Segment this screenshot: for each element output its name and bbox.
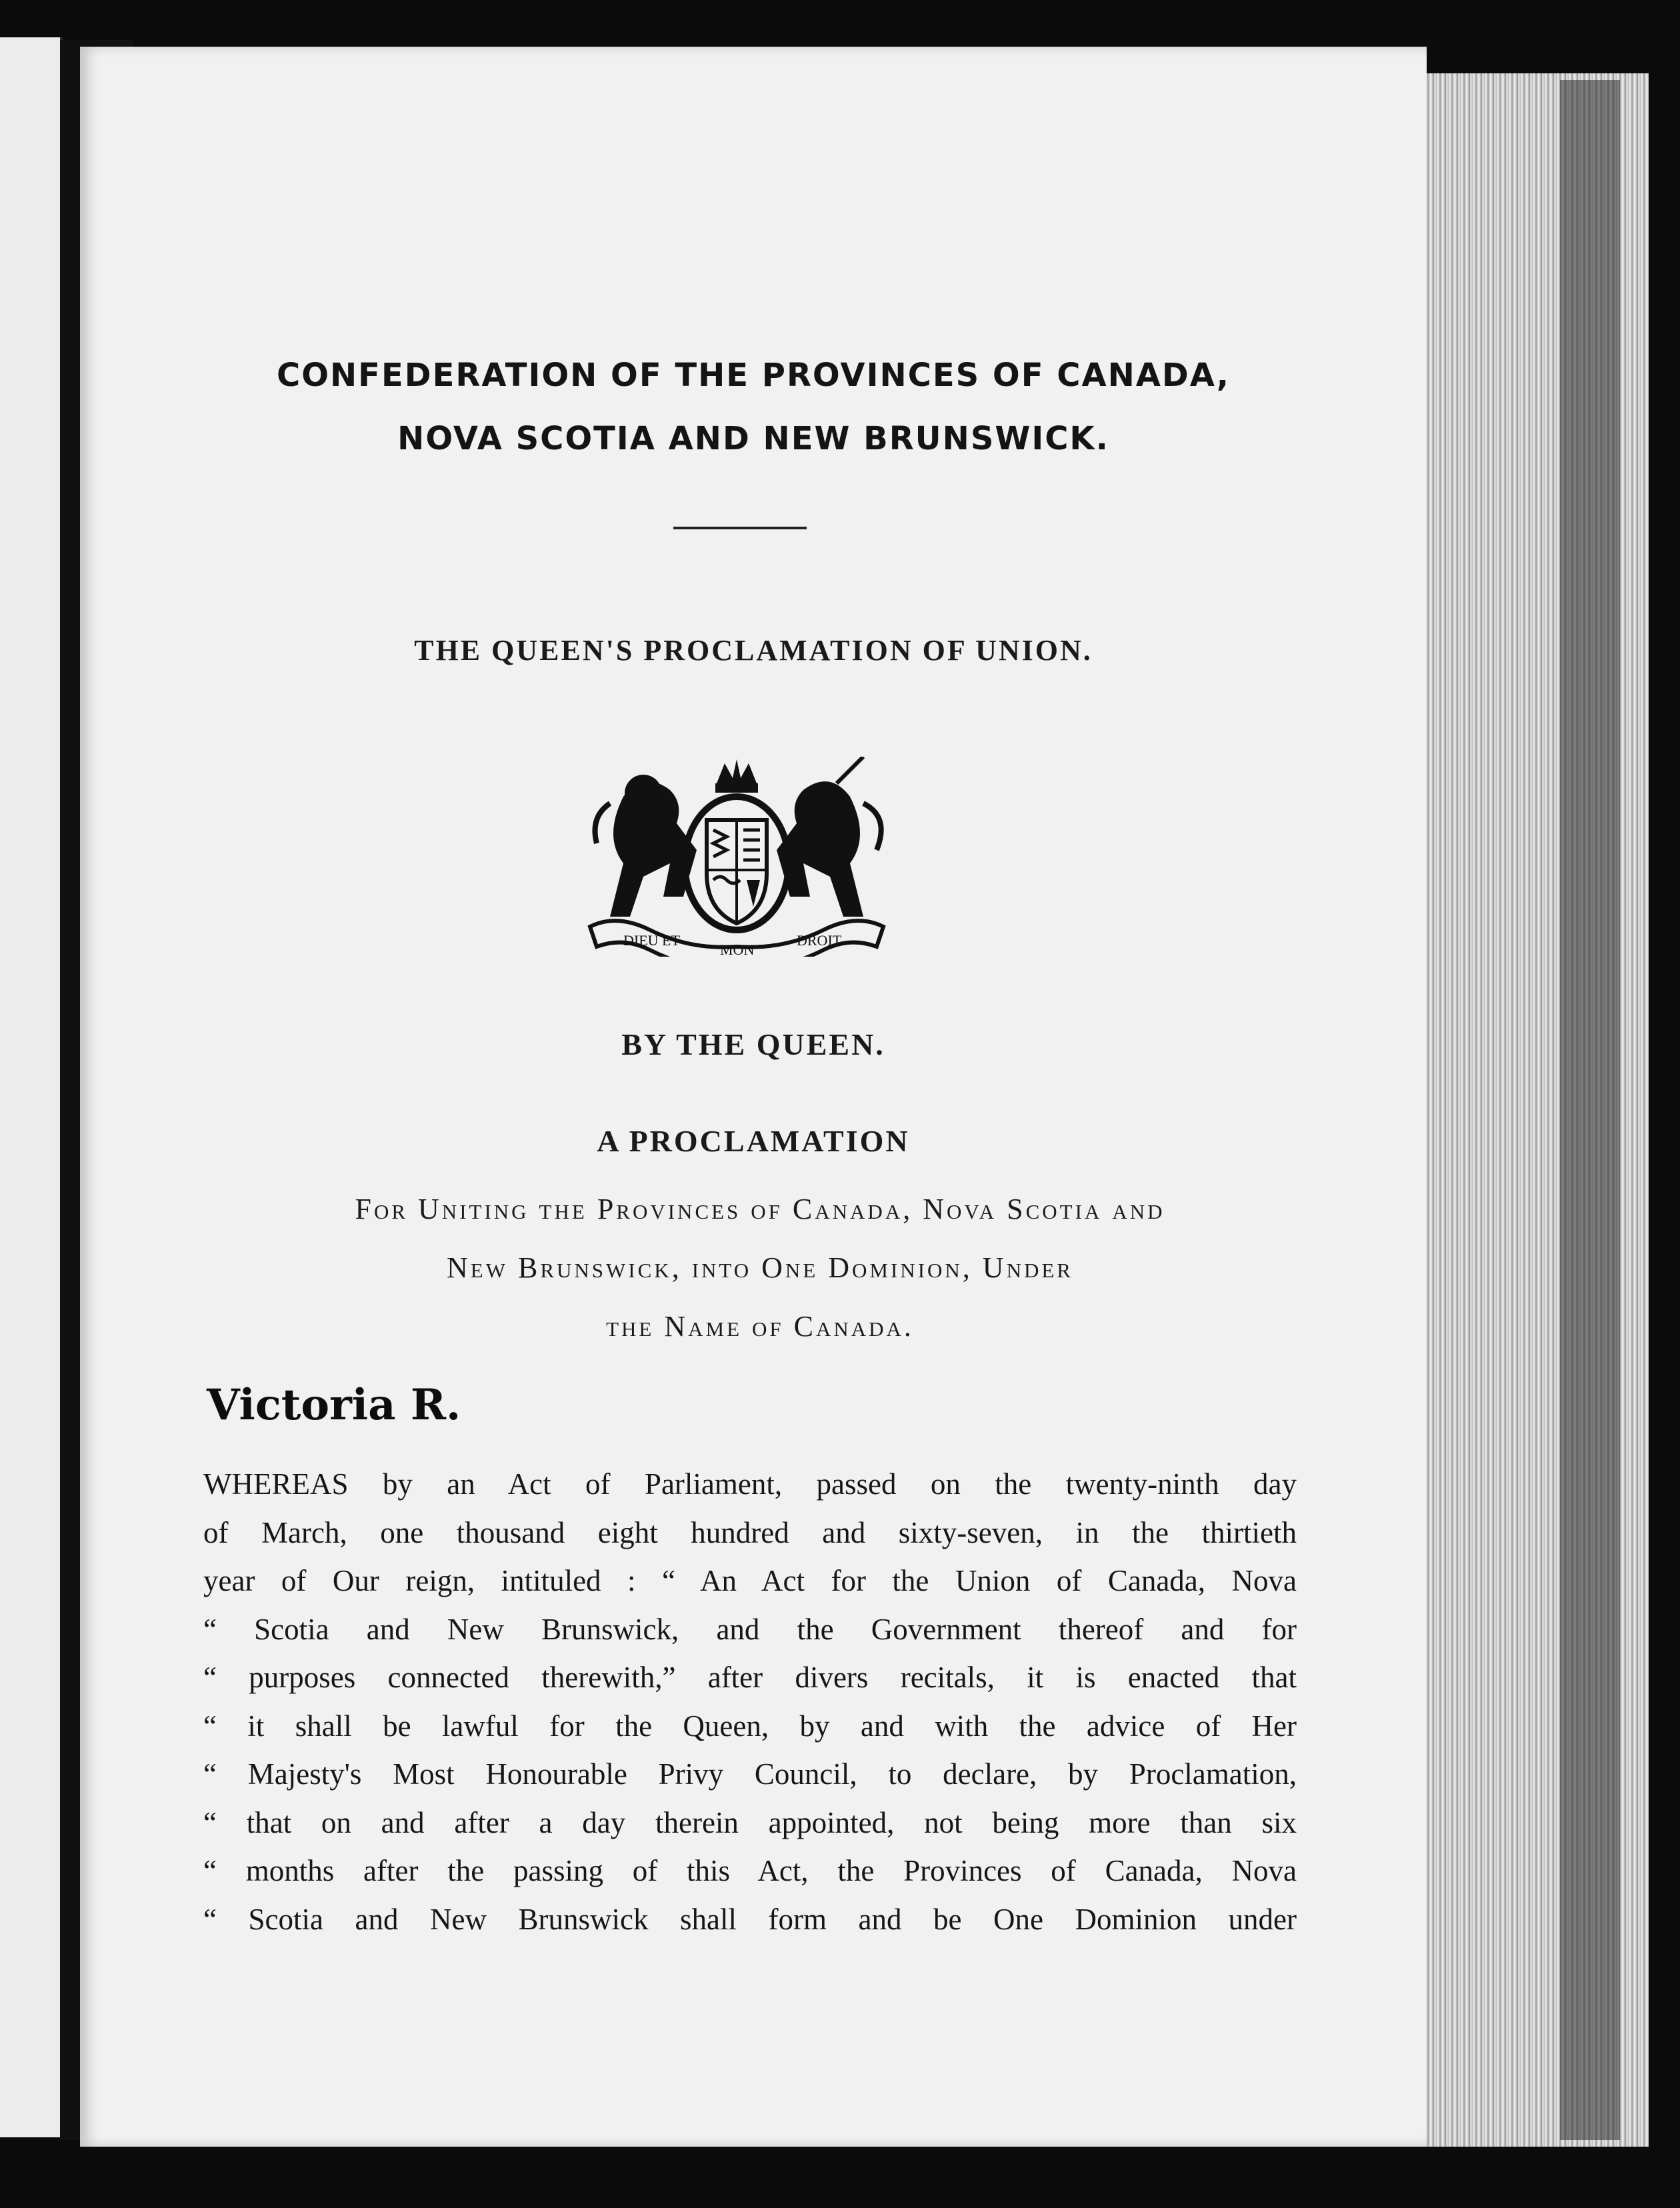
proclamation-title: A PROCLAMATION <box>597 1124 910 1158</box>
body-line: “ purposes connected therewith,” after divers recitals, it is enacted that <box>203 1661 1297 1694</box>
royal-signature: Victoria R. <box>207 1380 461 1430</box>
proclamation-body <box>203 1460 1297 1943</box>
svg-text:DROIT: DROIT <box>797 932 842 949</box>
by-the-queen-heading: BY THE QUEEN. <box>621 1027 885 1061</box>
body-line: of March, one thousand eight hundred and sixty-seven, in the thirtieth <box>203 1515 1297 1549</box>
purpose-line-1: For Uniting the Provinces of Canada, Nova Scotia and <box>355 1193 1165 1225</box>
body-line: “ it shall be lawful for the Queen, by and with the advice of Her <box>203 1709 1297 1743</box>
document-page <box>80 47 1427 2147</box>
body-line: “ that on and after a day therein appointed, not being more than six <box>203 1805 1297 1839</box>
svg-text:MON: MON <box>720 941 755 957</box>
proclamation-purpose <box>240 1180 1280 1356</box>
body-line: “ Scotia and New Brunswick, and the Government thereof and for <box>203 1612 1297 1646</box>
facing-page-edge <box>0 37 63 2137</box>
heading-line-2: NOVA SCOTIA AND NEW BRUNSWICK. <box>397 420 1109 457</box>
page-stack-shadow <box>1560 80 1620 2140</box>
purpose-line-2: New Brunswick, into One Dominion, Under <box>447 1251 1073 1284</box>
body-line: year of Our reign, intituled : “ An Act for the Union of Canada, Nova <box>203 1564 1297 1597</box>
svg-text:DIEU ET: DIEU ET <box>623 932 680 949</box>
proclamation-subtitle: THE QUEEN'S PROCLAMATION OF UNION. <box>414 634 1093 667</box>
body-line: “ Scotia and New Brunswick shall form and be One Dominion under <box>203 1902 1297 1936</box>
royal-coat-of-arms-icon <box>583 757 890 957</box>
body-line: “ Majesty's Most Honourable Privy Council, to declare, by Proclamation, <box>203 1757 1297 1791</box>
body-line: “ months after the passing of this Act, the Provinces of Canada, Nova <box>203 1854 1297 1887</box>
body-line: WHEREAS by an Act of Parliament, passed on the twenty-ninth day <box>203 1467 1297 1501</box>
heading-line-1: CONFEDERATION OF THE PROVINCES OF CANADA, <box>276 357 1231 394</box>
purpose-line-3: the Name of Canada. <box>606 1310 914 1343</box>
divider-rule <box>673 527 807 529</box>
